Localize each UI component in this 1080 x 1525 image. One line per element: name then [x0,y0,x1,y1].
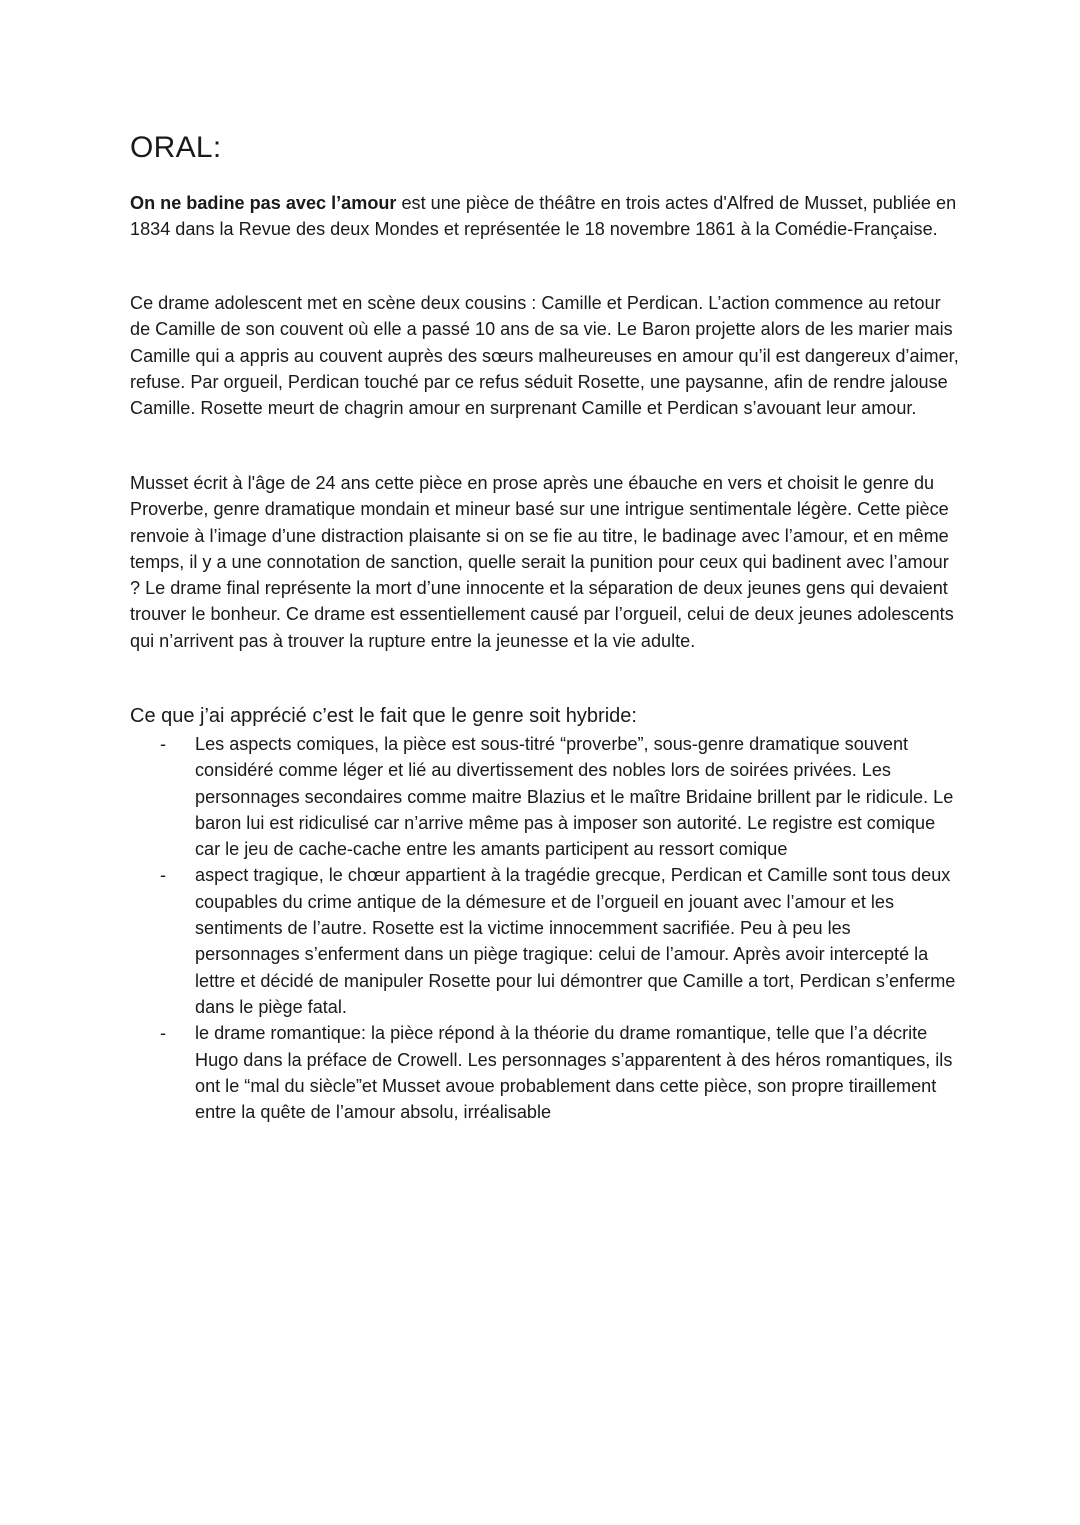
paragraph-intro-text: est une pièce de théâtre en trois actes d'Alfred de Musset, publiée en 1834 dans la Revue des deux Mondes et représentée le 18 novembre 1861 à la Comédie-Française. [130,193,957,240]
list-dash-marker: - [160,734,167,754]
page-title: ORAL: [130,131,222,164]
list-item-text: le drame romantique: la pièce répond à la théorie du drame romantique, telle que l’a décrite Hugo dans la préface de Crowell. Les personnages s’apparentent à des héros romantiques, ils ont le “mal du siècle”et Musset avoue probablement dans cette pièce, son propre tiraillement entre la quête de l’amour absolu, irréalisable [195,1023,953,1123]
list-dash-marker: - [160,1023,167,1044]
list-item [130,862,960,1020]
list-intro: Ce que j’ai apprécié c’est le fait que le genre soit hybride: [130,705,637,727]
paragraph-analysis: Musset écrit à l'âge de 24 ans cette pièce en prose après une ébauche en vers et choisit le genre du Proverbe, genre dramatique mondain et mineur basé sur une intrigue sentimentale légère. Cette pièce renvoie à l’image d’une distraction plaisante si on se fie au titre, le badinage avec l’amour, et en même temps, il y a une connotation de sanction, quelle serait la punition pour ceux qui badinent avec l’amour ? Le drame final représente la mort d’une innocente et la séparation de deux jeunes gens qui devaient trouver le bonheur. Ce drame est essentiellement causé par l’orgueil, celui de deux jeunes adolescents qui n’arrivent pas à trouver la rupture entre la jeunesse et la vie adulte. [130,473,954,651]
work-title-bold: On ne badine pas avec l’amour [130,193,397,213]
paragraph-intro [130,190,960,243]
list-item-text: aspect tragique, le chœur appartient à la tragédie grecque, Perdican et Camille sont tous deux coupables du crime antique de la démesure et de l’orgueil en jouant avec l’amour et les sentiments de l’autre. Rosette est la victime innocemment sacrifiée. Peu à peu les personnages s’enferment dans un piège tragique: celui de l’amour. Après avoir intercepté la lettre et décidé de manipuler Rosette pour lui démontrer que Camille a tort, Perdican s’enferme dans le piège fatal. [195,865,956,1017]
list-item [130,731,960,862]
paragraph-plot: Ce drame adolescent met en scène deux cousins : Camille et Perdican. L’action commence au retour de Camille de son couvent où elle a passé 10 ans de sa vie. Le Baron projette alors de les marier mais Camille qui a appris au couvent auprès des sœurs malheureuses en amour qu’il est dangereux d’aimer, refuse. Par orgueil, Perdican touché par ce refus séduit Rosette, une paysanne, afin de rendre jalouse Camille. Rosette meurt de chagrin amour en surprenant Camille et Perdican s’avouant leur amour. [130,293,959,419]
genre-list [130,731,960,1125]
list-dash-marker: - [160,865,167,886]
list-item-text: Les aspects comiques, la pièce est sous-titré “proverbe”, sous-genre dramatique souvent considéré comme léger et lié au divertissement des nobles lors de soirées privées. Les personnages secondaires comme maitre Blazius et le maître Bridaine brillent par le ridicule. Le baron lui est ridiculisé car n’arrive même pas à imposer son autorité. Le registre est comique car le jeu de cache-cache entre les amants participent au ressort comique [195,734,954,860]
list-item [130,1020,960,1125]
